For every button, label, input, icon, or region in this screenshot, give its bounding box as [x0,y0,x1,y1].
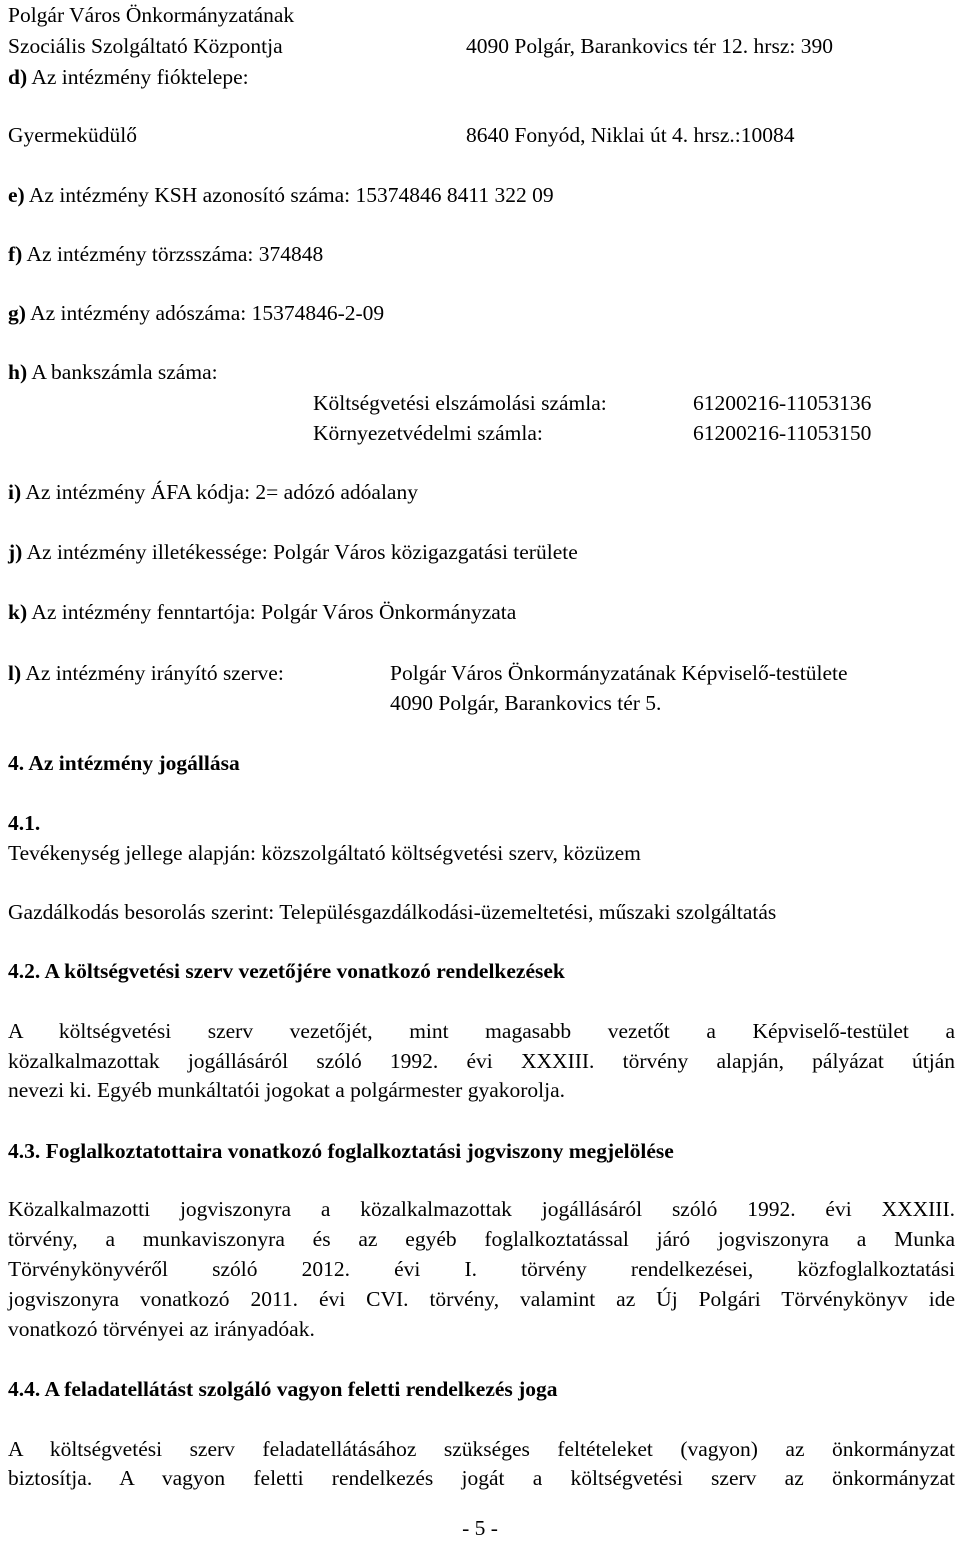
item-l-value-1: Polgár Város Önkormányzatának Képviselő-testülete [390,661,848,685]
item-i [8,479,418,505]
item-l [8,660,284,686]
section-4-1-line-1: Tevékenység jellege alapján: közszolgáltató költségvetési szerv, közüzem [8,841,641,865]
bank-account-1-number: 61200216-11053136 [693,391,872,415]
item-j-text: Az intézmény illetékessége: Polgár Város közigazgatási területe [22,540,578,564]
section-4-4-paragraph-line-2: biztosítja. A vagyon feletti rendelkezés jogát a költségvetési szerv az önkormányzat [8,1466,955,1490]
branch-name: Gyermeküdülő [8,123,137,147]
section-4-2-title: 4.2. A költségvetési szerv vezetőjére vonatkozó rendelkezések [8,959,565,983]
section-4-3-paragraph-line-2: törvény, a munkaviszonyra és az egyéb foglalkoztatással járó jogviszonyra a Munka [8,1227,955,1251]
item-h-label: h) [8,360,28,384]
item-k-label: k) [8,600,28,624]
branch-address: 8640 Fonyód, Niklai út 4. hrsz.:10084 [466,123,795,147]
section-4-4-paragraph-line-1: A költségvetési szerv feladatellátásához szükséges feltételeket (vagyon) az önkormányzat [8,1437,955,1461]
item-j-label: j) [8,540,23,564]
header-line-2-right: 4090 Polgár, Barankovics tér 12. hrsz: 390 [466,34,833,58]
bank-account-1-name: Költségvetési elszámolási számla: [313,391,607,415]
section-4-3-paragraph-line-1: Közalkalmazotti jogviszonyra a közalkalmazottak jogállásáról szóló 1992. évi XXXIII. [8,1197,955,1221]
section-4-title: 4. Az intézmény jogállása [8,751,240,775]
item-l-label: l) [8,661,22,685]
header-line-1: Polgár Város Önkormányzatának [8,3,295,27]
section-4-3-title: 4.3. Foglalkoztatottaira vonatkozó foglalkoztatási jogviszony megjelölése [8,1139,674,1163]
item-e-label: e) [8,183,25,207]
section-4-3-paragraph-line-3: Törvénykönyvéről szóló 2012. évi I. törvény rendelkezései, közfoglalkoztatási [8,1257,955,1281]
section-4-2-paragraph-line-3: nevezi ki. Egyéb munkáltatói jogokat a polgármester gyakorolja. [8,1078,566,1102]
item-f-label: f) [8,242,23,266]
section-4-3-paragraph-line-4: jogviszonyra vonatkozó 2011. évi CVI. törvény, valamint az Új Polgári Törvénykönyv ide [8,1287,955,1311]
page-number: - 5 - [462,1516,498,1540]
item-h [8,359,218,385]
item-l-value-2: 4090 Polgár, Barankovics tér 5. [390,691,662,715]
section-4-4-title: 4.4. A feladatellátást szolgáló vagyon feletti rendelkezés joga [8,1377,558,1401]
section-4-2-paragraph-line-1: A költségvetési szerv vezetőjét, mint magasabb vezetőt a Képviselő-testület a [8,1019,955,1043]
item-g-text: Az intézmény adószáma: 15374846-2-09 [25,301,385,325]
item-k-text: Az intézmény fenntartója: Polgár Város Önkormányzata [27,600,517,624]
section-4-1-number: 4.1. [8,811,41,835]
item-i-label: i) [8,480,22,504]
item-i-text: Az intézmény ÁFA kódja: 2= adózó adóalany [21,480,418,504]
item-e-text: Az intézmény KSH azonosító száma: 15374846 8411 322 09 [24,183,554,207]
item-g [8,300,384,326]
item-e [8,182,554,208]
item-d-label: d) [8,65,28,89]
item-j [8,539,578,565]
item-k [8,599,516,625]
item-l-text: Az intézmény irányító szerve: [21,661,284,685]
item-f-text: Az intézmény törzsszáma: 374848 [22,242,324,266]
header-line-2-left: Szociális Szolgáltató Központja [8,34,283,58]
section-4-2-paragraph-line-2: közalkalmazottak jogállásáról szóló 1992. évi XXXIII. törvény alapján, pályázat útján [8,1049,955,1073]
item-h-text: A bankszámla száma: [27,360,218,384]
item-d [8,64,249,90]
item-g-label: g) [8,301,26,325]
item-f [8,241,323,267]
bank-account-2-name: Környezetvédelmi számla: [313,421,543,445]
bank-account-2-number: 61200216-11053150 [693,421,872,445]
section-4-3-paragraph-line-5: vonatkozó törvényei az irányadóak. [8,1317,315,1341]
item-d-text: Az intézmény fióktelepe: [27,65,249,89]
section-4-1-line-2: Gazdálkodás besorolás szerint: Településgazdálkodási-üzemeltetési, műszaki szolgáltatás [8,900,777,924]
